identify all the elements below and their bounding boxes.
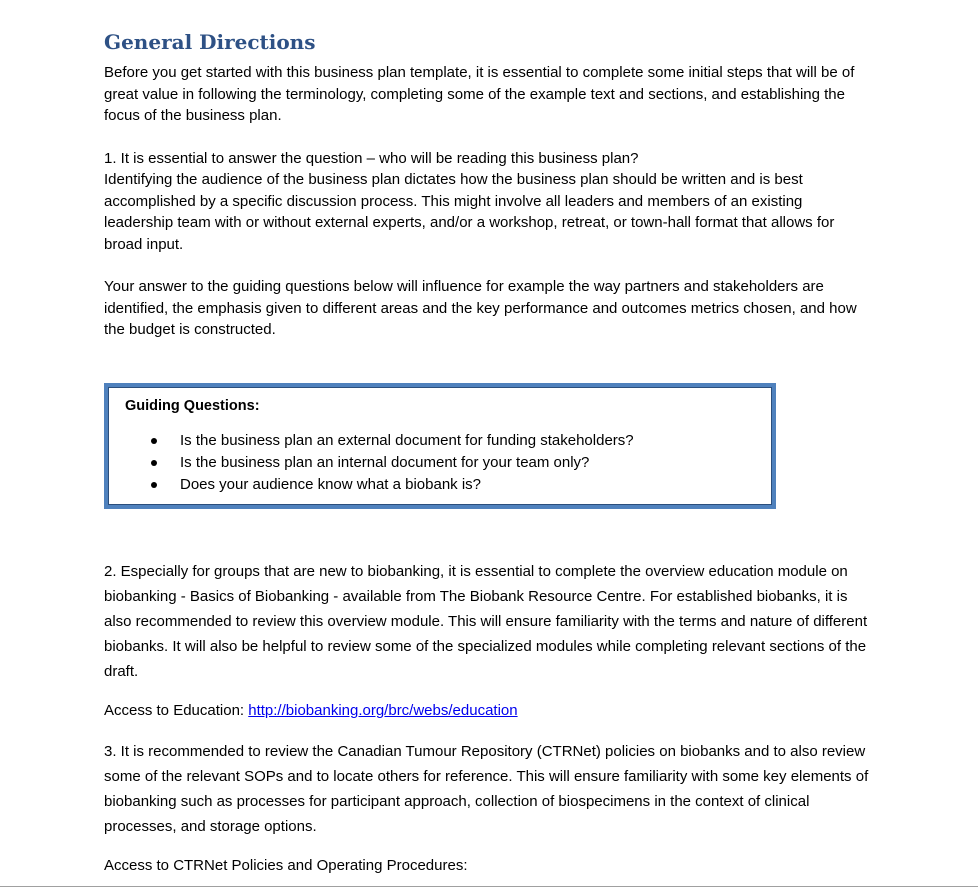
document-content — [104, 28, 874, 878]
guiding-question-text: Does your audience know what a biobank is? — [180, 475, 482, 493]
guiding-question-item — [123, 474, 757, 496]
bullet-icon — [151, 460, 157, 466]
guiding-question-text: Is the business plan an internal document for your team only? — [180, 453, 590, 471]
intro-paragraph: Before you get started with this business plan template, it is essential to complete some initial steps that will be of great value in following the terminology, completing some of the example text and sections, and establishing the focus of the business plan. — [104, 64, 855, 124]
guiding-questions-inner — [108, 387, 772, 505]
bullet-icon — [151, 482, 157, 488]
bullet-icon — [151, 438, 157, 444]
step1-body: Identifying the audience of the business plan dictates how the business plan should be written and is best accomplished by a specific discussion process. This might involve all leaders and members of an existing leadership team with or without external experts, and/or a workshop, retreat, or town-hall format that allows for broad input. — [104, 171, 835, 253]
ctrnet-access-label: Access to CTRNet Policies and Operating Procedures: — [104, 856, 468, 874]
guiding-questions-title: Guiding Questions: — [125, 397, 260, 414]
guiding-question-text: Is the business plan an external document for funding stakeholders? — [180, 431, 634, 449]
education-link[interactable]: http://biobanking.org/brc/webs/education — [248, 701, 518, 719]
guiding-questions-box — [104, 383, 776, 509]
section-heading: General Directions — [104, 30, 316, 54]
guiding-question-item — [123, 452, 757, 474]
education-access-line — [104, 698, 874, 723]
step2-body: 2. Especially for groups that are new to biobanking, it is essential to complete the overview education module on biobanking - Basics of Biobanking - available from The Biobank Resource Centre. For established biobanks, it is also recommended to review this overview module. This will ensure familiarity with the terms and nature of different biobanks. It will also be helpful to review some of the specialized modules while completing relevant sections of the draft. — [104, 562, 868, 680]
step2-section — [104, 559, 874, 878]
step1-question: 1. It is essential to answer the question – who will be reading this business plan? — [104, 149, 639, 167]
education-access-label: Access to Education: — [104, 701, 249, 719]
step1-followup: Your answer to the guiding questions below will influence for example the way partners and stakeholders are identified, the emphasis given to different areas and the key performance and outcomes metrics chosen, and how the budget is constructed. — [104, 278, 857, 338]
guiding-question-item — [123, 430, 757, 452]
guiding-questions-list — [123, 430, 757, 496]
step3-body: 3. It is recommended to review the Canadian Tumour Repository (CTRNet) policies on biobanks and to also review some of the relevant SOPs and to locate others for reference. This will ensure familiarity with some key elements of biobanking such as processes for participant approach, collection of biospecimens in the context of clinical processes, and storage options. — [104, 742, 869, 835]
